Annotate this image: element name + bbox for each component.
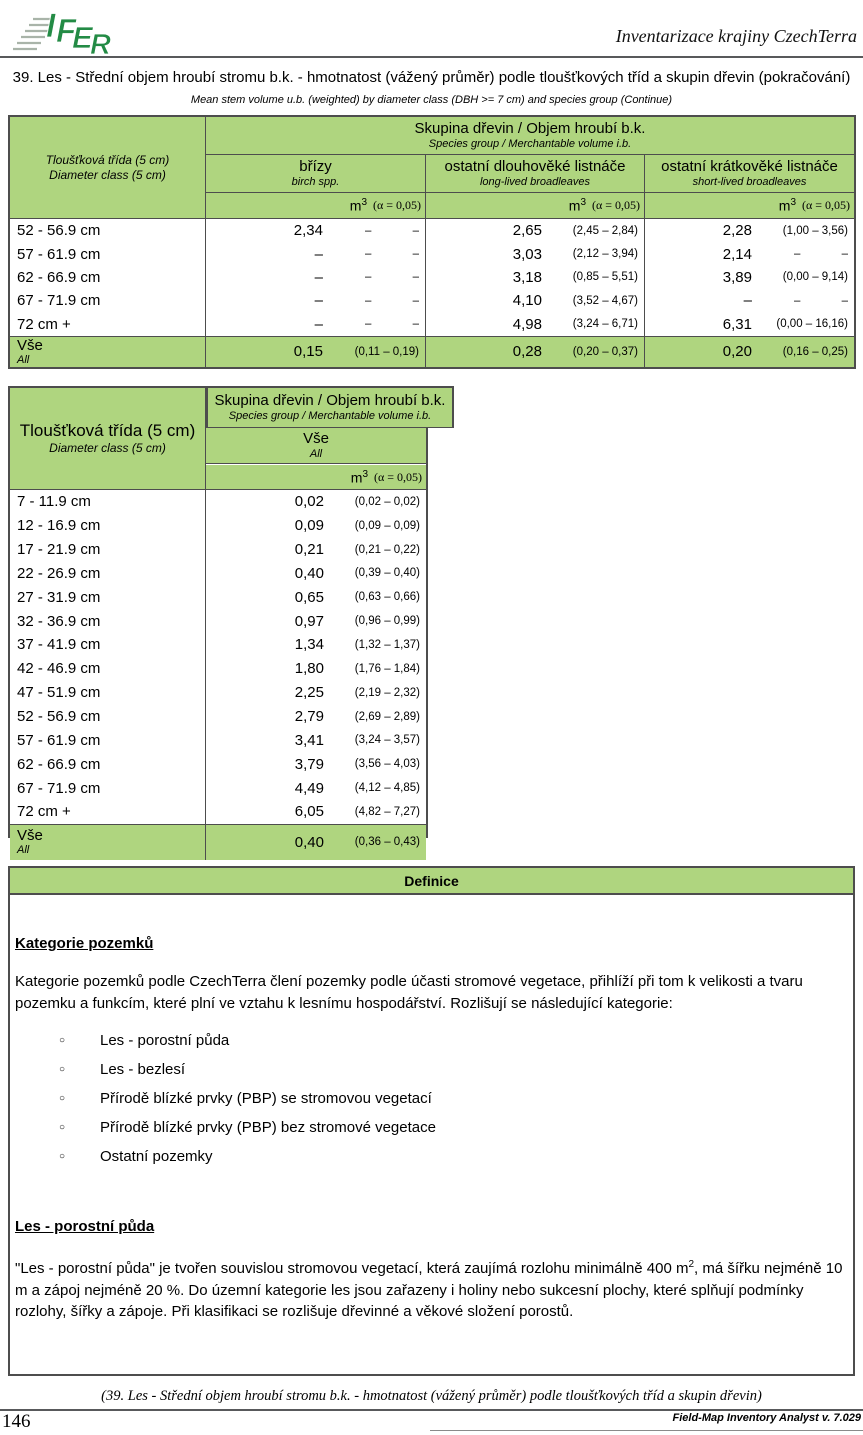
value-cell [426, 313, 645, 336]
cell-confidence-interval: (0,02 – 0,02) [354, 495, 420, 508]
row-label: 72 cm + [10, 313, 206, 336]
cell-confidence-interval: (3,24 – 6,71) [572, 318, 638, 331]
value-cell [426, 242, 645, 265]
value-cell [645, 266, 854, 289]
cell-value: 4,49 [294, 779, 324, 797]
table-row [10, 728, 426, 752]
cell-confidence-interval: (0,16 – 0,25) [782, 345, 848, 358]
value-cell [645, 242, 854, 265]
row-label: 27 - 31.9 cm [10, 585, 206, 609]
table-row [10, 681, 426, 705]
cell-value: 3,41 [294, 731, 324, 749]
cell-confidence-interval: (2,45 – 2,84) [572, 224, 638, 237]
cell-value: 2,79 [294, 708, 324, 726]
section-heading-forest-land: Les - porostní půda [15, 1218, 155, 1235]
table-row [10, 752, 426, 776]
cell-confidence-interval: – – [365, 318, 419, 331]
table-row [10, 585, 426, 609]
cell-value: 0,15 [293, 343, 323, 361]
table2-body [10, 490, 426, 824]
software-version-label: Field-Map Inventory Analyst v. 7.029 [672, 1412, 861, 1424]
cell-value: 3,79 [294, 755, 324, 773]
value-cell [206, 337, 426, 367]
cell-value: 4,98 [512, 315, 542, 333]
cell-confidence-interval: – – [365, 224, 419, 237]
svg-text:E: E [72, 20, 93, 55]
table-row [10, 609, 426, 633]
table2-group-header: Skupina dřevin / Objem hroubí b.k. Species group / Merchantable volume i.b. [206, 386, 454, 428]
cell-value: 0,65 [294, 588, 324, 606]
cell-value: 0,21 [294, 541, 324, 559]
bullet-icon: ○ [59, 1035, 66, 1046]
definitions-title: Definice [10, 868, 853, 895]
table-row [10, 633, 426, 657]
list-item [15, 1142, 843, 1171]
definitions-content [10, 935, 853, 1323]
cell-value: 6,05 [294, 803, 324, 821]
table-volume-by-species [8, 115, 856, 369]
row-label: 62 - 66.9 cm [10, 752, 206, 776]
cell-confidence-interval: (4,82 – 7,27) [354, 805, 420, 818]
bullet-icon: ○ [59, 1093, 66, 1104]
cell-confidence-interval: (0,96 – 0,99) [354, 615, 420, 628]
category-list [15, 1026, 843, 1171]
total-label [10, 825, 206, 860]
cell-value: 3,89 [722, 268, 752, 286]
cell-value: 2,65 [512, 222, 542, 240]
cell-confidence-interval: (0,36 – 0,43) [354, 836, 420, 849]
alpha-level-label: (α = 0,05) [373, 469, 422, 484]
alpha-level-label: (α = 0,05) [372, 198, 421, 212]
list-item [15, 1084, 843, 1113]
cell-value: 3,03 [512, 245, 542, 263]
list-item-label: Přírodě blízké prvky (PBP) bez stromové vegetace [100, 1119, 436, 1136]
row-label: 47 - 51.9 cm [10, 681, 206, 705]
table1-col-longlived: ostatní dlouhověké listnáče long-lived broadleaves [426, 155, 645, 193]
table-row [10, 289, 854, 312]
page-title: 39. Les - Střední objem hroubí stromu b.k. - hmotnatost (vážený průměr) podle tloušťkových tříd a skupin dřevin (pokračování) [12, 69, 851, 86]
value-cell [206, 313, 426, 336]
cell-confidence-interval: (0,11 – 0,19) [354, 345, 419, 358]
value-cell [645, 219, 854, 242]
cell-value: 6,31 [722, 315, 752, 333]
table2-total [10, 824, 426, 860]
table-row [10, 242, 854, 265]
table-row [10, 800, 426, 824]
table-row [10, 219, 854, 242]
cell-confidence-interval: (1,00 – 3,56) [782, 224, 848, 237]
table1-col-shortlived: ostatní krátkověké listnáče short-lived broadleaves [645, 155, 854, 193]
section-text-forest-land: "Les - porostní půda" je tvořen souvislou stromovou vegetací, která zaujímá rozlohu minimálně 400 $m^2$, má šířku nejméně 10 m a zápoj nejméně 20 %. Do územní kategorie les jsou zařazeny i holiny nebo sukcesní plochy, které splňují podmínky rozlohy, šířky a zápoje. Při klasifikaci se rozlišuje dřevinné a věkové složení porostů. [15, 1259, 843, 1320]
row-label: 22 - 26.9 cm [10, 562, 206, 586]
cell-confidence-interval: (3,52 – 4,67) [572, 294, 638, 307]
cell-confidence-interval: (2,69 – 2,89) [354, 710, 420, 723]
value-cell [206, 752, 426, 776]
cell-confidence-interval: (2,19 – 2,32) [354, 686, 420, 699]
table1-unit-cell: $m^3$ (α = 0,05) [645, 193, 854, 218]
cell-confidence-interval: (1,32 – 1,37) [354, 638, 420, 651]
value-cell [426, 266, 645, 289]
value-cell [206, 538, 426, 562]
value-cell [206, 219, 426, 242]
cell-value: 3,18 [512, 268, 542, 286]
row-label: 52 - 56.9 cm [10, 219, 206, 242]
list-item [15, 1113, 843, 1142]
value-cell [206, 609, 426, 633]
value-cell [206, 266, 426, 289]
table-row [10, 657, 426, 681]
value-cell [206, 657, 426, 681]
value-cell [206, 825, 426, 860]
cell-value: 2,34 [293, 222, 323, 240]
bullet-icon: ○ [59, 1064, 66, 1075]
list-item-label: Les - porostní půda [100, 1032, 230, 1049]
row-label: 42 - 46.9 cm [10, 657, 206, 681]
table-row [10, 562, 426, 586]
row-label: 62 - 66.9 cm [10, 266, 206, 289]
section-text-land-categories: Kategorie pozemků podle CzechTerra člení pozemky podle účasti stromové vegetace, přihlíží při tom k velikosti a tvaru pozemku a funkcím, které plní ve vztahu k lesnímu hospodářství. Rozlišují se následující kategorie: [15, 973, 803, 1012]
total-label-cs: Vše [17, 336, 43, 354]
cell-value: – [314, 245, 323, 263]
value-cell [206, 289, 426, 312]
section-heading-land-categories: Kategorie pozemků [15, 935, 154, 952]
cell-confidence-interval: (0,39 – 0,40) [354, 567, 420, 580]
cell-value: 2,14 [722, 245, 752, 263]
page-number: 146 [2, 1411, 31, 1432]
table1-header [10, 117, 854, 219]
cell-confidence-interval: (0,00 – 16,16) [776, 318, 848, 331]
footer-divider [0, 1409, 863, 1411]
value-cell [206, 585, 426, 609]
row-label: 12 - 16.9 cm [10, 514, 206, 538]
cell-value: – [743, 292, 752, 310]
table-row [10, 705, 426, 729]
cell-confidence-interval: (0,20 – 0,37) [572, 345, 638, 358]
cell-value: – [314, 315, 323, 333]
total-label [10, 337, 206, 367]
value-cell [206, 633, 426, 657]
table-row [10, 313, 854, 336]
row-label: 57 - 61.9 cm [10, 242, 206, 265]
value-cell [206, 562, 426, 586]
row-label: 7 - 11.9 cm [10, 490, 206, 514]
table-row [10, 266, 854, 289]
row-label: 57 - 61.9 cm [10, 728, 206, 752]
header-divider [0, 56, 863, 58]
table-row [10, 514, 426, 538]
bullet-icon: ○ [59, 1122, 66, 1133]
cell-confidence-interval: (1,76 – 1,84) [354, 662, 420, 675]
cell-confidence-interval: (0,85 – 5,51) [572, 271, 638, 284]
page-subtitle: Mean stem volume u.b. (weighted) by diameter class (DBH >= 7 cm) and species group (Continue) [190, 94, 673, 106]
alpha-level-label: (α = 0,05) [801, 198, 850, 212]
table1-group-header: Skupina dřevin / Objem hroubí b.k. Species group / Merchantable volume i.b. [206, 117, 854, 155]
value-cell [206, 514, 426, 538]
row-label: 67 - 71.9 cm [10, 289, 206, 312]
row-label: 17 - 21.9 cm [10, 538, 206, 562]
table2-corner-cell: Tloušťková třída (5 cm) Diameter class (5 cm) [10, 388, 206, 489]
cell-value: – [314, 268, 323, 286]
value-cell [206, 800, 426, 824]
cell-confidence-interval: (0,00 – 9,14) [782, 271, 848, 284]
value-cell [206, 681, 426, 705]
table-row [10, 538, 426, 562]
cell-value: 2,25 [294, 684, 324, 702]
table-row [10, 776, 426, 800]
table2-unit-cell: $m^3$ (α = 0,05) [206, 465, 426, 489]
row-label: 72 cm + [10, 800, 206, 824]
cell-value: 0,09 [294, 517, 324, 535]
cell-confidence-interval: – – [365, 271, 419, 284]
ifer-logo-icon [10, 2, 140, 56]
row-label: 37 - 41.9 cm [10, 633, 206, 657]
footer-caption: (39. Les - Střední objem hroubí stromu b.k. - hmotnatost (vážený průměr) podle tloušťkových tříd a skupin dřevin) [101, 1388, 762, 1404]
table1-unit-cell: $m^3$ (α = 0,05) [206, 193, 426, 218]
list-item-label: Přírodě blízké prvky (PBP) se stromovou vegetací [100, 1090, 432, 1107]
table1-corner-cell: Tloušťková třída (5 cm) Diameter class (5 cm) [10, 117, 206, 218]
list-item [15, 1055, 843, 1084]
value-cell [426, 289, 645, 312]
footer-subline [430, 1430, 863, 1431]
table1-unit-cell: $m^3$ (α = 0,05) [426, 193, 645, 218]
cell-confidence-interval: (4,12 – 4,85) [354, 782, 420, 795]
total-label-cs: Vše [17, 827, 43, 845]
cell-confidence-interval: (0,21 – 0,22) [354, 543, 420, 556]
list-item-label: Ostatní pozemky [100, 1148, 213, 1165]
cell-confidence-interval: – – [794, 248, 848, 261]
list-item-label: Les - bezlesí [100, 1061, 186, 1078]
cell-value: 1,80 [294, 660, 324, 678]
cell-confidence-interval: (3,56 – 4,03) [354, 758, 420, 771]
value-cell [645, 337, 854, 367]
cell-confidence-interval: – – [365, 294, 419, 307]
cell-confidence-interval: (2,12 – 3,94) [572, 248, 638, 261]
cell-value: 0,40 [294, 833, 324, 851]
table1-col-birch: břízy birch spp. [206, 155, 426, 193]
value-cell [645, 289, 854, 312]
svg-text:I: I [46, 7, 56, 45]
value-cell [206, 705, 426, 729]
value-cell [426, 219, 645, 242]
total-label-en: All [17, 844, 30, 857]
definitions-box [8, 866, 855, 1376]
table1-body [10, 219, 854, 336]
alpha-level-label: (α = 0,05) [591, 198, 640, 212]
cell-confidence-interval: – – [365, 248, 419, 261]
cell-value: 0,40 [294, 564, 324, 582]
value-cell [206, 242, 426, 265]
cell-value: 4,10 [512, 292, 542, 310]
cell-value: – [314, 292, 323, 310]
cell-value: 0,20 [722, 343, 752, 361]
cell-confidence-interval: – – [794, 294, 848, 307]
row-label: 32 - 36.9 cm [10, 609, 206, 633]
total-label-en: All [17, 353, 30, 366]
value-cell [206, 490, 426, 514]
cell-value: 1,34 [294, 636, 324, 654]
value-cell [206, 728, 426, 752]
value-cell [426, 337, 645, 367]
report-header-title: Inventarizace krajiny CzechTerra [615, 26, 857, 46]
svg-text:F: F [56, 12, 77, 49]
cell-confidence-interval: (3,24 – 3,57) [354, 734, 420, 747]
table2-col-all: Vše All [206, 428, 426, 464]
svg-text:R: R [90, 29, 111, 56]
cell-confidence-interval: (0,63 – 0,66) [354, 591, 420, 604]
table-row [10, 490, 426, 514]
bullet-icon: ○ [59, 1151, 66, 1162]
cell-value: 0,97 [294, 612, 324, 630]
value-cell [645, 313, 854, 336]
cell-value: 0,02 [294, 493, 324, 511]
table1-total [10, 336, 854, 367]
table-volume-all-species [8, 386, 446, 857]
value-cell [206, 776, 426, 800]
cell-confidence-interval: (0,09 – 0,09) [354, 519, 420, 532]
cell-value: 2,28 [722, 222, 752, 240]
cell-value: 0,28 [512, 343, 542, 361]
row-label: 67 - 71.9 cm [10, 776, 206, 800]
list-item [15, 1026, 843, 1055]
row-label: 52 - 56.9 cm [10, 705, 206, 729]
